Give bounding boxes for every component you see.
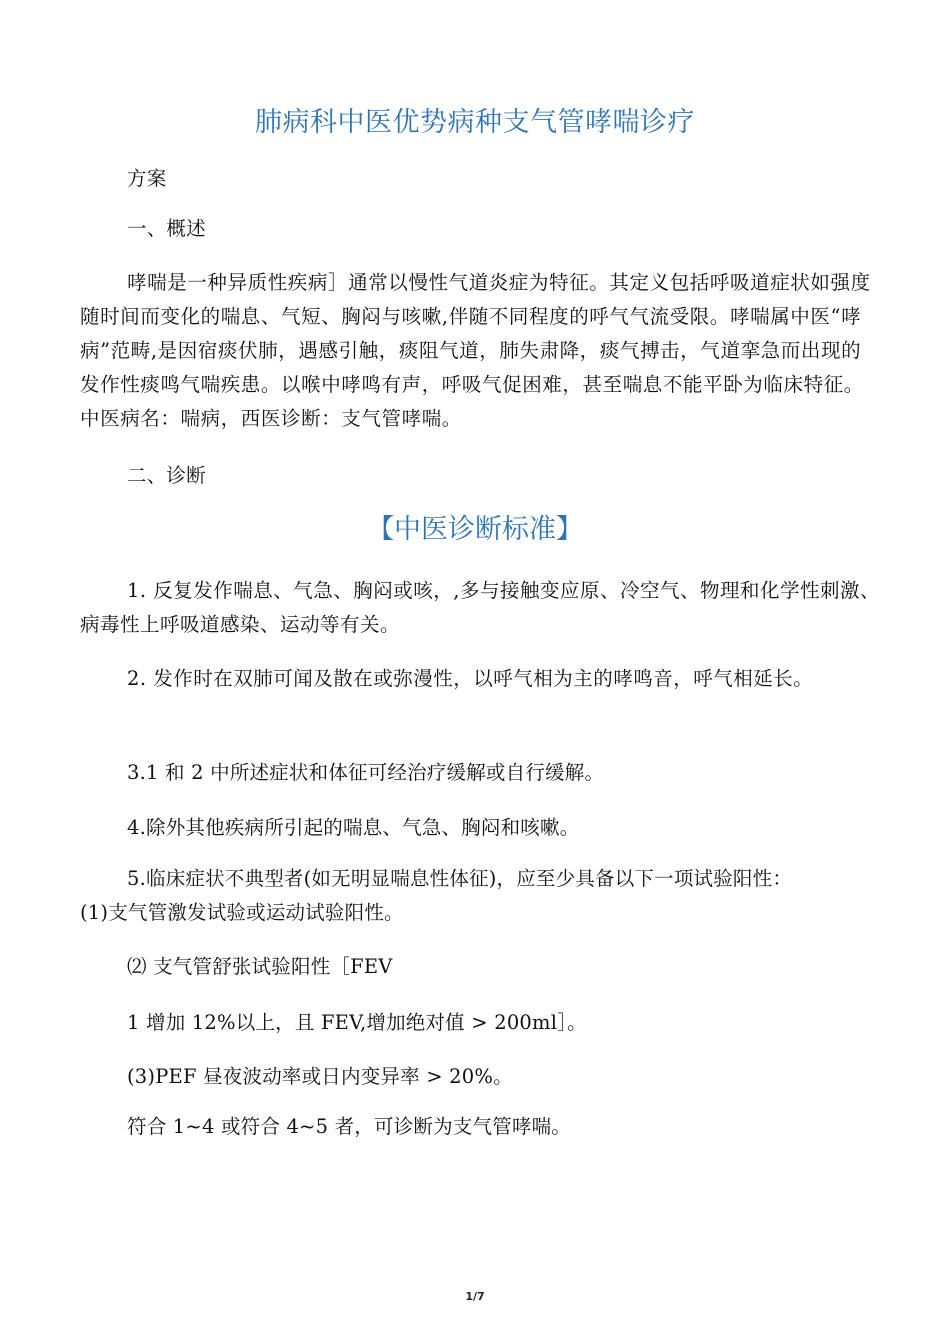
paragraph-overview: 哮喘是一种异质性疾病］通常以慢性气道炎症为特征。其定义包括呼吸道症状如强度随时间而变化的喘息、气短、胸闷与咳嗽,伴随不同程度的呼气气流受限。哮喘属中医“哮病”范畴,是因宿痰伏肺，遇感引触，痰阻气道，肺失肃降，痰气搏击，气道挛急而出现的发作性痰鸣气喘疾患。以喉中哮鸣有声，呼吸气促困难，甚至喘息不能平卧为临床特征。中医病名：喘病，西医诊断：支气管哮喘。	[80, 271, 871, 430]
criterion-2: 2. 发作时在双肺可闻及散在或弥漫性，以呼气相为主的哮鸣音，呼气相延长。	[127, 667, 814, 690]
criterion-5: 5.临床症状不典型者(如无明显喘息性体征)，应至少具备以下一项试验阳性：	[127, 867, 793, 890]
criterion-5-item-2-continued: 1 增加 12%以上，且 FEV,增加绝对值 > 200ml］。	[127, 1011, 587, 1034]
criterion-1: 1. 反复发作喘息、气急、胸闷或咳，,多与接触变应原、冷空气、物理和化学性刺激、病毒性上呼吸道感染、运动等有关。	[80, 579, 881, 636]
criterion-5-item-1: (1)支气管激发试验或运动试验阳性。	[80, 901, 404, 924]
criterion-5-item-3: (3)PEF 昼夜波动率或日内变异率 > 20%。	[127, 1065, 513, 1088]
criterion-5-item-2: ⑵ 支气管舒张试验阳性［FEV	[127, 955, 393, 978]
criterion-4: 4.除外其他疾病所引起的喘息、气急、胸闷和咳嗽。	[127, 816, 580, 839]
diagnosis-conclusion: 符合 1~4 或符合 4~5 者，可诊断为支气管哮喘。	[127, 1115, 571, 1138]
section-heading-overview: 一、概述	[127, 217, 206, 240]
page-number: 1/7	[465, 1290, 485, 1303]
document-title: 肺病科中医优势病种支气管哮喘诊疗	[255, 107, 695, 138]
section-heading-diagnosis: 二、诊断	[127, 464, 206, 487]
paragraph-fangan: 方案	[127, 167, 167, 190]
criterion-3: 3.1 和 2 中所述症状和体征可经治疗缓解或自行缓解。	[127, 761, 605, 784]
tcm-diagnosis-heading: 【中医诊断标准】	[367, 514, 583, 545]
